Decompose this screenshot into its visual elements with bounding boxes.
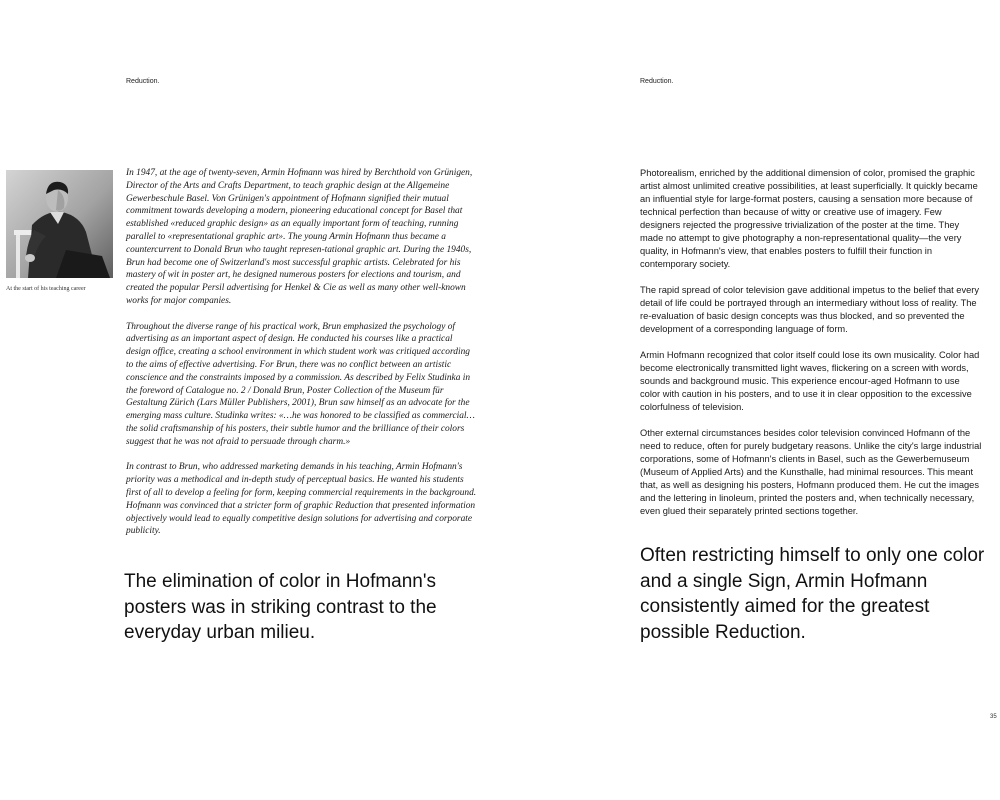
right-paragraph-1: Photorealism, enriched by the additional dimension of color, promised the graphic artist almost unlimited creative possibilities, at least superficially. It quickly became an influential style for large-format posters, causing a sensation more because of technical perfection than because of witty or creative use of imagery. Few designers rejected the progressive trivialization of the poster at the time. They made no attempt to give photography a non-representational quality—the very quality, in Hofmann's view, that enables posters to fulfill their function in contemporary society. — [640, 168, 978, 269]
left-paragraph-2: Throughout the diverse range of his practical work, Brun emphasized the psychology of advertising as an important aspect of design. He conducted his courses like a practical design office, creating a school environment in which student work was critiqued according to the aims of effective advertising. For Brun, there was no conflict between an artistic conscience and the constraints imposed by a commission. As described by Felix Studinka in the foreword of Catalogue no. 2 / Donald Brun, Poster Collection of the Museum für Gestaltung Zürich (Lars Müller Publishers, 2001), Brun saw himself as an advocate for the emerging mass culture. Studinka writes: «…he was honored to be classified as commercial…the solid craftsmanship of his posters, their subtle humor and the brilliance of their colors suggest that he was not afraid to persuade through charm.» — [126, 321, 475, 447]
left-paragraph-1: In 1947, at the age of twenty-seven, Armin Hofmann was hired by Berchthold von Grünigen, Director of the Arts and Crafts Department, to teach graphic design at the Allgemeine Gewerbeschule Basel. Von Grünigen's appointment of Hofmann signified their mutual commitment towards developing a modern, pioneering educational concept for Basel that established «reduced graphic design» as an equally important form of teaching, running parallel to «representational graphic art». The young Armin Hofmann thus became a countercurrent to Donald Brun who taught represen-tational graphic art. During the 1940s, Brun had become one of Switzerland's most successful graphic artists. Celebrated for his mastery of wit in poster art, he designed numerous posters for elections and tourism, and created the popular Persil advertising for Henkel & Cie as well as many other well-known works for major companies. — [126, 168, 473, 306]
photo-caption: At the start of his teaching career — [6, 286, 86, 292]
right-running-head: Reduction. — [640, 78, 674, 85]
right-body-text — [640, 167, 982, 531]
right-paragraph-3: Armin Hofmann recognized that color itself could lose its own musicality. Color had become electronically transmitted light waves, flickering on a screen with words, sounds and background music. This experience encour-aged Hofmann to use color with caution in his posters, and to use it in clear opposition to the excessive colorfulness of television. — [640, 350, 980, 412]
left-body-text — [126, 167, 478, 551]
left-running-head: Reduction. — [126, 78, 160, 85]
right-paragraph-2: The rapid spread of color television gave additional impetus to the belief that every detail of life could be portrayed through an intermediary without loss of reality. The re-evaluation of basic design concepts was thus blocked, and so prevented the development of a corresponding language of form. — [640, 285, 980, 334]
right-pull-quote: Often restricting himself to only one color and a single Sign, Armin Hofmann consistently aimed for the greatest possible Reduction. — [640, 545, 985, 643]
left-pull-quote: The elimination of color in Hofmann's posters was in striking contrast to the everyday urban milieu. — [124, 571, 437, 644]
right-paragraph-4: Other external circumstances besides color television convinced Hofmann of the need to reduce, often for purely budgetary reasons. Unlike the city's large industrial corporations, some of Hofmann's clients in Basel, such as the Gewerbemuseum (Museum of Applied Arts) and the Kunsthalle, had minimal resources. This meant that, as well as designing his posters, Hofmann produced them. He cut the images and the lettering in linoleum, printed the posters and, when technically necessary, even glued their separately printed sections together. — [640, 428, 982, 516]
portrait-photo — [6, 170, 113, 278]
left-paragraph-3: In contrast to Brun, who addressed marketing demands in his teaching, Armin Hofmann's priority was a methodical and in-depth study of perceptual basics. He wanted his students first of all to develop a feeling for form, keeping commercial requirements in the background. Hofmann was convinced that a stricter form of graphic Reduction that presented information objectively would lead to equally competitive design solutions for advertising and corporate publicity. — [126, 462, 477, 537]
page-number: 35 — [990, 714, 997, 720]
